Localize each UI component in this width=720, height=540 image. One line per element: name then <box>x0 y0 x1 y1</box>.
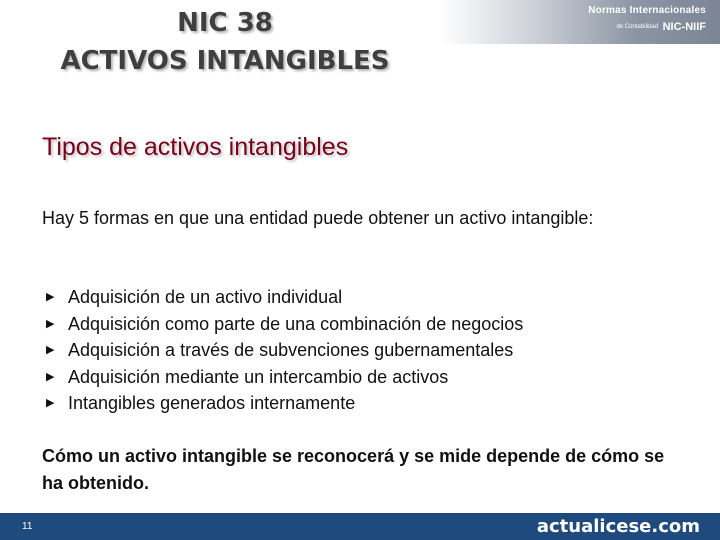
list-item <box>46 364 523 391</box>
page-number: 11 <box>22 521 33 532</box>
list-item-text: Adquisición como parte de una combinación de negocios <box>68 313 524 334</box>
list-item <box>46 311 523 338</box>
slide-title-line2: ACTIVOS INTANGIBLES <box>60 46 390 76</box>
list-item-text: Adquisición mediante un intercambio de activos <box>68 366 449 387</box>
list-item <box>46 337 523 364</box>
conclusion-paragraph: Cómo un activo intangible se reconocerá y se mide depende de cómo se ha obtenido. <box>42 446 665 493</box>
footer-bar <box>0 513 720 540</box>
triangle-right-icon: ▶ <box>46 397 55 409</box>
brand-subline <box>588 17 706 35</box>
brand-banner <box>440 0 720 44</box>
slide-title-line1: NIC 38 <box>177 8 273 38</box>
list-item <box>46 284 523 311</box>
brand-acronym: NIC-NIIF <box>662 21 706 33</box>
section-subtitle: Tipos de activos intangibles <box>42 133 349 161</box>
list-item-text: Adquisición a través de subvenciones gubernamentales <box>68 340 514 360</box>
list-item-text: Adquisición de un activo individual <box>68 287 343 307</box>
triangle-right-icon: ▶ <box>46 291 55 303</box>
brand-small-text: de Contabilidad <box>616 24 659 30</box>
list-item <box>46 390 523 417</box>
site-logo-text: actualicese.com <box>536 516 700 537</box>
triangle-right-icon: ▶ <box>46 344 55 356</box>
bullet-list <box>46 284 523 417</box>
brand-logo <box>588 5 706 35</box>
triangle-right-icon: ▶ <box>46 370 55 383</box>
list-item-text: Intangibles generados internamente <box>68 393 356 413</box>
intro-paragraph: Hay 5 formas en que una entidad puede obtener un activo intangible: <box>42 208 594 228</box>
brand-name: Normas Internacionales <box>588 5 706 16</box>
triangle-right-icon: ▶ <box>46 317 55 330</box>
